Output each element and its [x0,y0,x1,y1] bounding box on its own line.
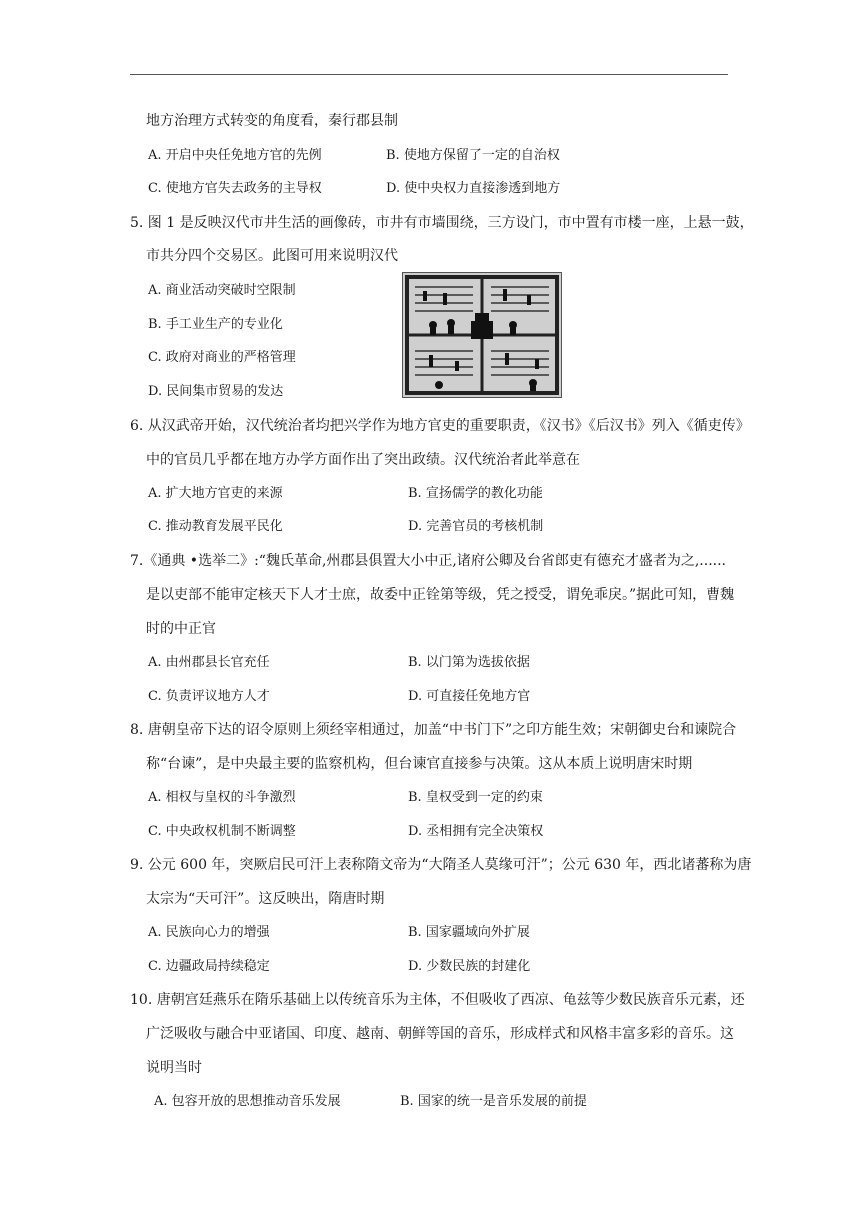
q10-stem-line-3: 说明当时 [146,1060,202,1076]
q5-stem-line-2: 市共分四个交易区。此图可用来说明汉代 [146,248,398,264]
q7-stem-line-3: 时的中正官 [146,621,216,637]
q5-option-d[interactable]: D. 民间集市贸易的发达 [148,384,284,399]
q10-stem-line-2: 广泛吸收与融合中亚诸国、印度、越南、朝鲜等国的音乐，形成样式和风格丰富多彩的音乐。这 [146,1026,734,1042]
q8-option-a[interactable]: A. 相权与皇权的斗争激烈 [148,790,296,805]
q9-option-d[interactable]: D. 少数民族的封建化 [408,959,531,974]
q5-option-b[interactable]: B. 手工业生产的专业化 [148,317,283,332]
header-rule [130,74,728,75]
q5-option-a[interactable]: A. 商业活动突破时空限制 [148,283,296,298]
q4-option-c[interactable]: C. 使地方官失去政务的主导权 [148,181,322,196]
q7-option-b[interactable]: B. 以门第为选拔依据 [408,655,530,670]
q9-option-b[interactable]: B. 国家疆域向外扩展 [408,925,530,940]
market-brick-image [402,272,562,398]
q8-option-b[interactable]: B. 皇权受到一定的约束 [408,790,543,805]
q6-stem-line-1: 6. 从汉武帝开始，汉代统治者均把兴学作为地方官吏的重要职责，《汉书》《后汉书》列入《循吏传》 [130,418,750,434]
q8-option-d[interactable]: D. 丞相拥有完全决策权 [408,824,544,839]
q6-option-b[interactable]: B. 宣扬儒学的教化功能 [408,486,543,501]
q9-stem-line-2: 太宗为“天可汗”。这反映出，隋唐时期 [146,891,385,907]
q5-option-c[interactable]: C. 政府对商业的严格管理 [148,350,296,365]
q4-option-a[interactable]: A. 开启中央任免地方官的先例 [148,148,322,163]
q5-stem-line-1: 5. 图 1 是反映汉代市井生活的画像砖，市井有市墙围绕，三方设门，市中置有市楼一座，上悬一鼓， [130,215,754,231]
q9-option-a[interactable]: A. 民族向心力的增强 [148,925,270,940]
q6-option-a[interactable]: A. 扩大地方官吏的来源 [148,486,283,501]
q10-stem-line-1: 10. 唐朝宫廷燕乐在隋乐基础上以传统音乐为主体，不但吸收了西凉、龟兹等少数民族音乐元素，还 [130,992,745,1008]
q4-stem-continuation: 地方治理方式转变的角度看，秦行郡县制 [146,113,398,129]
q8-stem-line-2: 称“台谏”，是中央最主要的监察机构，但台谏官直接参与决策。这从本质上说明唐宋时期 [146,756,693,772]
q6-option-d[interactable]: D. 完善官员的考核机制 [408,519,544,534]
q7-option-c[interactable]: C. 负责评议地方人才 [148,689,270,704]
q7-stem-line-1: 7.《通典 •选举二》:“魏氏革命,州郡县俱置大小中正,诸府公卿及台省郎吏有德充才盛者为之,...... [130,553,726,569]
q4-option-b[interactable]: B. 使地方保留了一定的自治权 [386,148,560,163]
q10-option-a[interactable]: A. 包容开放的思想推动音乐发展 [154,1094,341,1109]
q6-option-c[interactable]: C. 推动教育发展平民化 [148,519,283,534]
q7-stem-line-2: 是以吏部不能审定核天下人才士庶，故委中正铨第等级，凭之授受，谓免乖戾。”据此可知，曹魏 [146,587,735,603]
q6-stem-line-2: 中的官员几乎都在地方办学方面作出了突出政绩。汉代统治者此举意在 [146,452,580,468]
q10-option-b[interactable]: B. 国家的统一是音乐发展的前提 [400,1094,587,1109]
q9-option-c[interactable]: C. 边疆政局持续稳定 [148,959,270,974]
q8-option-c[interactable]: C. 中央政权机制不断调整 [148,824,296,839]
q8-stem-line-1: 8. 唐朝皇帝下达的诏令原则上须经宰相通过，加盖“中书门下”之印方能生效；宋朝御史台和谏院合 [130,722,737,738]
q7-option-a[interactable]: A. 由州郡县长官充任 [148,655,270,670]
q7-option-d[interactable]: D. 可直接任免地方官 [408,689,531,704]
q9-stem-line-1: 9. 公元 600 年，突厥启民可汗上表称隋文帝为“大隋圣人莫缘可汗”；公元 630 年，西北诸蕃称为唐 [130,857,752,873]
q4-option-d[interactable]: D. 使中央权力直接渗透到地方 [386,181,561,196]
